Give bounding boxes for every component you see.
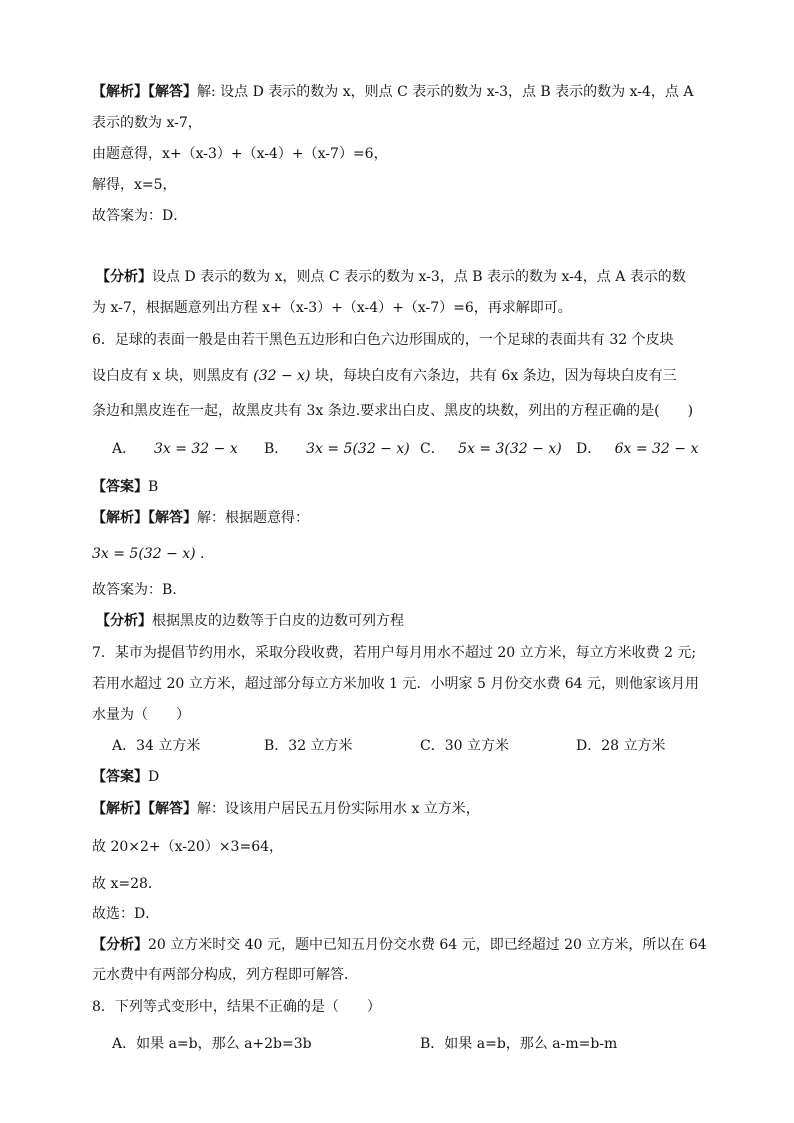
jieda-tag: 【解答】 (148, 84, 197, 100)
solution-text: 解：根据题意得： (197, 510, 309, 526)
jieda-tag: 【解答】 (148, 801, 197, 817)
jieda-tag: 【解答】 (148, 510, 197, 526)
option-text: 28 立方米 (601, 738, 666, 754)
jiexi-tag: 【解析】 (92, 801, 148, 817)
option-expression: 3x = 5(32 − x) (306, 441, 410, 457)
option-letter: B． (264, 441, 289, 457)
jiexi-tag: 【解析】 (92, 510, 148, 526)
q6-stem-line-2 (92, 366, 677, 386)
q7-solution-line-2: 故 20×2+（x-20）×3=64， (92, 839, 284, 855)
q6-option-c (420, 439, 562, 459)
answer-tag: 【答案】 (92, 769, 148, 785)
option-letter: D． (576, 441, 602, 457)
q7-answer-line (92, 767, 159, 787)
q6-stem-line-3: 条边和黑皮连在一起，故黑皮共有 3x 条边.要求出白皮、黑皮的块数，列出的方程正确的是( ) (92, 403, 694, 419)
math-expression: 3x = 5(32 − x) (92, 546, 196, 562)
option-text: 如果 a=b，那么 a+2b=3b (136, 1036, 312, 1052)
answer-value: B (148, 479, 159, 495)
option-text: 32 立方米 (288, 738, 353, 754)
math-expression: (32 − x) (253, 368, 311, 384)
q7-option-a (112, 736, 200, 756)
q5-analysis-line-2: 为 x-7，根据题意列出方程 x+（x-3）+（x-4）+（x-7）=6，再求解即可。 (92, 300, 572, 316)
q7-option-d (576, 736, 666, 756)
q7-solution-line-1 (92, 799, 480, 819)
option-expression: 5x = 3(32 − x) (458, 441, 562, 457)
q7-option-c (420, 736, 509, 756)
q5-solution-line-4: 故答案为：D． (92, 208, 188, 224)
solution-text: 解: 设点 D 表示的数为 x，则点 C 表示的数为 x-3，点 B 表示的数为 x-4，点 A (197, 84, 694, 100)
option-text: 34 立方米 (136, 738, 201, 754)
option-letter: C． (420, 441, 445, 457)
option-letter: C． (420, 738, 445, 754)
option-expression: 6x = 32 − x (614, 441, 699, 457)
q7-stem-line-2: 若用水超过 20 立方米，超过部分每立方米加收 1 元．小明家 5 月份交水费 64 元，则他家该月用 (92, 676, 700, 692)
option-letter: B． (420, 1036, 445, 1052)
q5-solution-line-1 (92, 82, 693, 102)
q7-analysis-line-2: 元水费中有两部分构成，列方程即可解答． (92, 967, 358, 983)
solution-text: 解：设该用户居民五月份实际用水 x 立方米， (197, 801, 480, 817)
fenxi-tag: 【分析】 (96, 613, 152, 629)
q7-solution-line-4: 故选：D． (92, 906, 160, 922)
q5-solution-line-2: 由题意得，x+（x-3）+（x-4）+（x-7）=6， (92, 146, 388, 162)
option-text: 如果 a=b，那么 a-m=b-m (444, 1036, 618, 1052)
q5-analysis-line-1 (96, 267, 686, 287)
answer-value: D (148, 769, 160, 785)
analysis-text: 20 立方米时交 40 元，题中已知五月份交水费 64 元，即已经超过 20 立方米，所以在 64 (148, 937, 707, 953)
q6-solution-equation (92, 544, 205, 564)
q6-solution-line-3: 故答案为：B. (92, 582, 177, 598)
q8-option-b (420, 1034, 617, 1054)
analysis-text: 根据黑皮的边数等于白皮的边数可列方程 (152, 613, 404, 629)
q7-solution-line-3: 故 x=28． (92, 876, 162, 892)
q7-analysis-line-1 (92, 935, 707, 955)
option-expression: 3x = 32 − x (153, 441, 238, 457)
q6-analysis-line (96, 611, 404, 631)
option-letter: A． (112, 738, 137, 754)
option-letter: D． (576, 738, 602, 754)
q6-stem-line-1: 6．足球的表面一般是由若干黑色五边形和白色六边形围成的，一个足球的表面共有 32 个皮块 (92, 332, 674, 348)
fenxi-tag: 【分析】 (92, 937, 148, 953)
q6-option-a (112, 439, 238, 459)
q7-stem-line-1: 7．某市为提倡节约用水，采取分段收费，若用户每月用水不超过 20 立方米，每立方米收费 2 元; (92, 645, 697, 661)
answer-tag: 【答案】 (92, 479, 148, 495)
q7-stem-line-3: 水量为（ ） (92, 707, 190, 723)
jiexi-tag: 【解析】 (92, 84, 148, 100)
q5-solution-line-3: 解得，x=5， (92, 177, 177, 193)
stem-text: 块，每块白皮有六条边，共有 6x 条边，因为每块白皮有三 (314, 368, 677, 384)
punctuation: . (195, 546, 205, 562)
analysis-text: 设点 D 表示的数为 x，则点 C 表示的数为 x-3，点 B 表示的数为 x-4，点 A 表示的数 (152, 269, 686, 285)
q5-solution-line-1b: 表示的数为 x-7， (92, 115, 202, 131)
option-letter: B． (264, 738, 289, 754)
q6-solution-line-1 (92, 508, 309, 528)
q6-option-d (576, 439, 698, 459)
stem-text: 设白皮有 x 块，则黑皮有 (92, 368, 249, 384)
option-text: 30 立方米 (444, 738, 509, 754)
q6-answer-line (92, 477, 158, 497)
q8-option-a (112, 1034, 312, 1054)
fenxi-tag: 【分析】 (96, 269, 152, 285)
q8-stem-line-1: 8．下列等式变形中，结果不正确的是（ ） (92, 999, 381, 1015)
q6-option-b (264, 439, 410, 459)
option-letter: A． (112, 1036, 137, 1052)
q7-option-b (264, 736, 353, 756)
option-letter: A． (112, 441, 137, 457)
